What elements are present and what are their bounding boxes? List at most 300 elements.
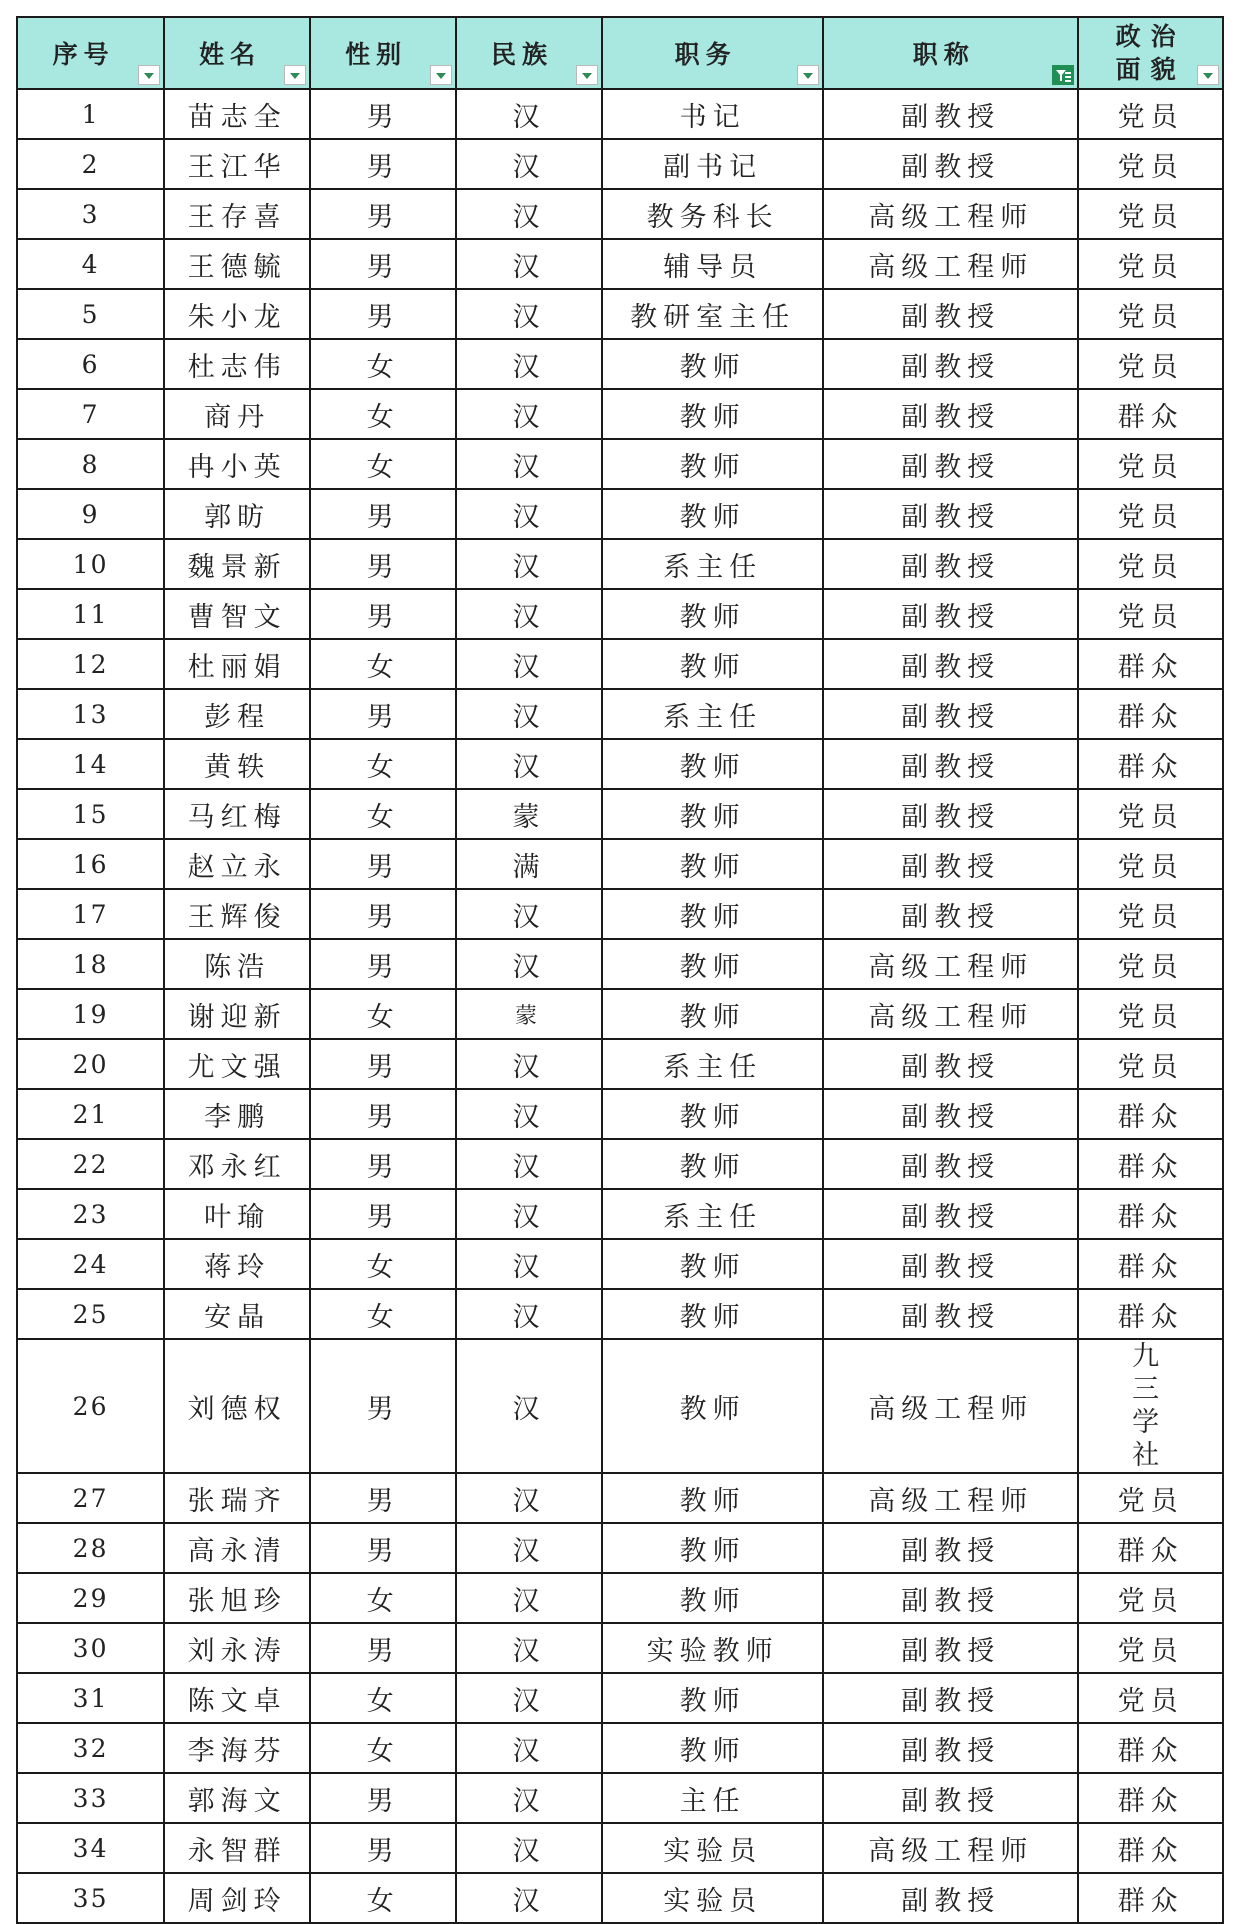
cell-position[interactable] bbox=[602, 1623, 823, 1673]
cell-position[interactable] bbox=[602, 1289, 823, 1339]
cell-ethnicity[interactable] bbox=[456, 1723, 602, 1773]
cell-position[interactable] bbox=[602, 289, 823, 339]
cell-title-text: 副教授 bbox=[901, 651, 1001, 683]
cell-ethnicity[interactable] bbox=[456, 1039, 602, 1089]
cell-position[interactable] bbox=[602, 1339, 823, 1473]
cell-ethnicity[interactable] bbox=[456, 1773, 602, 1823]
cell-name[interactable] bbox=[164, 489, 310, 539]
filter-dropdown-icon[interactable] bbox=[138, 65, 160, 85]
filter-dropdown-icon[interactable] bbox=[284, 65, 306, 85]
cell-political-status[interactable] bbox=[1078, 989, 1223, 1039]
cell-gender[interactable] bbox=[310, 139, 456, 189]
cell-name[interactable] bbox=[164, 989, 310, 1039]
cell-ethnicity[interactable] bbox=[456, 1873, 602, 1923]
cell-position[interactable] bbox=[602, 1523, 823, 1573]
cell-title[interactable] bbox=[823, 289, 1078, 339]
cell-index[interactable] bbox=[17, 939, 164, 989]
cell-index[interactable] bbox=[17, 1673, 164, 1723]
cell-name[interactable] bbox=[164, 639, 310, 689]
cell-gender[interactable] bbox=[310, 1773, 456, 1823]
cell-gender[interactable] bbox=[310, 1673, 456, 1723]
cell-index[interactable] bbox=[17, 1289, 164, 1339]
cell-gender-text: 男 bbox=[366, 601, 400, 633]
cell-position[interactable] bbox=[602, 439, 823, 489]
cell-ethnicity[interactable] bbox=[456, 139, 602, 189]
cell-position[interactable] bbox=[602, 1723, 823, 1773]
cell-index[interactable] bbox=[17, 339, 164, 389]
cell-ethnicity[interactable] bbox=[456, 1523, 602, 1573]
cell-ethnicity-text: 汉 bbox=[512, 951, 546, 983]
cell-gender[interactable] bbox=[310, 1339, 456, 1473]
cell-political-status[interactable] bbox=[1078, 1289, 1223, 1339]
cell-ethnicity-text: 汉 bbox=[512, 1393, 546, 1425]
cell-political-status[interactable] bbox=[1078, 1239, 1223, 1289]
cell-political-status[interactable] bbox=[1078, 389, 1223, 439]
cell-gender[interactable] bbox=[310, 689, 456, 739]
cell-index[interactable] bbox=[17, 1189, 164, 1239]
cell-political-status[interactable] bbox=[1078, 1473, 1223, 1523]
cell-gender[interactable] bbox=[310, 839, 456, 889]
cell-name[interactable] bbox=[164, 139, 310, 189]
cell-title[interactable] bbox=[823, 1473, 1078, 1523]
cell-index[interactable] bbox=[17, 1873, 164, 1923]
cell-position[interactable] bbox=[602, 1473, 823, 1523]
cell-political-status[interactable] bbox=[1078, 1773, 1223, 1823]
cell-index-text: 35 bbox=[72, 1883, 109, 1913]
filter-dropdown-icon[interactable] bbox=[1197, 65, 1219, 85]
cell-name[interactable] bbox=[164, 1473, 310, 1523]
cell-name[interactable] bbox=[164, 589, 310, 639]
cell-ethnicity[interactable] bbox=[456, 1289, 602, 1339]
cell-political-status[interactable] bbox=[1078, 539, 1223, 589]
cell-position[interactable] bbox=[602, 1823, 823, 1873]
cell-name[interactable] bbox=[164, 889, 310, 939]
cell-name[interactable] bbox=[164, 1673, 310, 1723]
cell-position[interactable] bbox=[602, 689, 823, 739]
cell-political-status-text: 党员 bbox=[1117, 951, 1184, 983]
cell-ethnicity[interactable] bbox=[456, 1823, 602, 1873]
cell-title[interactable] bbox=[823, 1573, 1078, 1623]
cell-political-status-text: 群众 bbox=[1117, 1201, 1184, 1233]
cell-ethnicity-text: 汉 bbox=[512, 301, 546, 333]
cell-ethnicity[interactable] bbox=[456, 289, 602, 339]
cell-position[interactable] bbox=[602, 1239, 823, 1289]
cell-name[interactable] bbox=[164, 389, 310, 439]
cell-title[interactable] bbox=[823, 739, 1078, 789]
cell-index[interactable] bbox=[17, 239, 164, 289]
cell-position[interactable] bbox=[602, 89, 823, 139]
cell-political-status[interactable] bbox=[1078, 1523, 1223, 1573]
cell-index[interactable] bbox=[17, 1523, 164, 1573]
cell-gender[interactable] bbox=[310, 1523, 456, 1573]
cell-position[interactable] bbox=[602, 789, 823, 839]
cell-political-status-text: 群众 bbox=[1117, 1151, 1184, 1183]
cell-ethnicity[interactable] bbox=[456, 889, 602, 939]
cell-position[interactable] bbox=[602, 1139, 823, 1189]
cell-title[interactable] bbox=[823, 489, 1078, 539]
cell-index[interactable] bbox=[17, 1089, 164, 1139]
cell-ethnicity-text: 汉 bbox=[512, 1585, 546, 1617]
cell-position-text: 教师 bbox=[679, 1735, 746, 1767]
cell-gender-text: 男 bbox=[366, 551, 400, 583]
cell-political-status[interactable] bbox=[1078, 339, 1223, 389]
cell-gender-text: 男 bbox=[366, 1101, 400, 1133]
cell-title[interactable] bbox=[823, 1723, 1078, 1773]
cell-gender[interactable] bbox=[310, 989, 456, 1039]
cell-title[interactable] bbox=[823, 989, 1078, 1039]
cell-name-text: 曹智文 bbox=[187, 601, 287, 633]
cell-position[interactable] bbox=[602, 189, 823, 239]
cell-ethnicity[interactable] bbox=[456, 989, 602, 1039]
cell-name[interactable] bbox=[164, 839, 310, 889]
cell-index[interactable] bbox=[17, 1723, 164, 1773]
cell-ethnicity[interactable] bbox=[456, 1189, 602, 1239]
cell-title[interactable] bbox=[823, 789, 1078, 839]
cell-title[interactable] bbox=[823, 1823, 1078, 1873]
cell-gender[interactable] bbox=[310, 289, 456, 339]
cell-title[interactable] bbox=[823, 339, 1078, 389]
cell-political-status[interactable] bbox=[1078, 639, 1223, 689]
cell-ethnicity-text: 蒙 bbox=[515, 1003, 544, 1029]
cell-name-text: 安晶 bbox=[204, 1301, 271, 1333]
cell-gender[interactable] bbox=[310, 1873, 456, 1923]
cell-title[interactable] bbox=[823, 1239, 1078, 1289]
cell-name[interactable] bbox=[164, 1623, 310, 1673]
cell-title[interactable] bbox=[823, 1673, 1078, 1723]
cell-position[interactable] bbox=[602, 989, 823, 1039]
cell-ethnicity-text: 汉 bbox=[512, 651, 546, 683]
cell-name[interactable] bbox=[164, 1289, 310, 1339]
cell-political-status-text: 群众 bbox=[1117, 1735, 1184, 1767]
cell-index-text: 23 bbox=[72, 1199, 109, 1229]
cell-title[interactable] bbox=[823, 539, 1078, 589]
cell-gender[interactable] bbox=[310, 739, 456, 789]
cell-gender-text: 男 bbox=[366, 1485, 400, 1517]
cell-political-status[interactable] bbox=[1078, 1573, 1223, 1623]
cell-position[interactable] bbox=[602, 489, 823, 539]
cell-name-text: 陈文卓 bbox=[187, 1685, 287, 1717]
cell-ethnicity[interactable] bbox=[456, 1673, 602, 1723]
table-row bbox=[17, 1139, 1223, 1189]
cell-gender[interactable] bbox=[310, 939, 456, 989]
cell-gender-text: 女 bbox=[366, 651, 400, 683]
cell-name[interactable] bbox=[164, 1723, 310, 1773]
cell-title[interactable] bbox=[823, 1289, 1078, 1339]
cell-position[interactable] bbox=[602, 1873, 823, 1923]
cell-political-status[interactable] bbox=[1078, 289, 1223, 339]
cell-gender[interactable] bbox=[310, 1039, 456, 1089]
cell-gender[interactable] bbox=[310, 639, 456, 689]
cell-name[interactable] bbox=[164, 239, 310, 289]
cell-index[interactable] bbox=[17, 789, 164, 839]
cell-position-text: 系主任 bbox=[663, 1201, 763, 1233]
cell-title[interactable] bbox=[823, 639, 1078, 689]
cell-position[interactable] bbox=[602, 539, 823, 589]
cell-name[interactable] bbox=[164, 1139, 310, 1189]
cell-index[interactable] bbox=[17, 139, 164, 189]
cell-political-status[interactable] bbox=[1078, 839, 1223, 889]
cell-index[interactable] bbox=[17, 189, 164, 239]
cell-political-status[interactable] bbox=[1078, 189, 1223, 239]
cell-index[interactable] bbox=[17, 1773, 164, 1823]
cell-index[interactable] bbox=[17, 489, 164, 539]
cell-title[interactable] bbox=[823, 839, 1078, 889]
cell-title[interactable] bbox=[823, 189, 1078, 239]
cell-gender-text: 男 bbox=[366, 501, 400, 533]
cell-title[interactable] bbox=[823, 889, 1078, 939]
cell-ethnicity[interactable] bbox=[456, 1339, 602, 1473]
cell-ethnicity[interactable] bbox=[456, 639, 602, 689]
cell-gender[interactable] bbox=[310, 1289, 456, 1339]
cell-index[interactable] bbox=[17, 1823, 164, 1873]
cell-title[interactable] bbox=[823, 389, 1078, 439]
cell-ethnicity[interactable] bbox=[456, 1239, 602, 1289]
cell-ethnicity[interactable] bbox=[456, 539, 602, 589]
cell-position[interactable] bbox=[602, 839, 823, 889]
cell-gender[interactable] bbox=[310, 539, 456, 589]
cell-index[interactable] bbox=[17, 389, 164, 439]
cell-name[interactable] bbox=[164, 89, 310, 139]
cell-gender[interactable] bbox=[310, 339, 456, 389]
cell-name[interactable] bbox=[164, 1339, 310, 1473]
cell-gender[interactable] bbox=[310, 239, 456, 289]
cell-political-status[interactable] bbox=[1078, 1089, 1223, 1139]
cell-title[interactable] bbox=[823, 689, 1078, 739]
cell-ethnicity-text: 蒙 bbox=[512, 801, 546, 833]
cell-position[interactable] bbox=[602, 939, 823, 989]
cell-name[interactable] bbox=[164, 189, 310, 239]
cell-position[interactable] bbox=[602, 639, 823, 689]
cell-title[interactable] bbox=[823, 1523, 1078, 1573]
cell-ethnicity[interactable] bbox=[456, 939, 602, 989]
table-row bbox=[17, 839, 1223, 889]
cell-name[interactable] bbox=[164, 539, 310, 589]
cell-name[interactable] bbox=[164, 1873, 310, 1923]
cell-position-text: 教师 bbox=[679, 1585, 746, 1617]
cell-position-text: 教师 bbox=[679, 951, 746, 983]
cell-position[interactable] bbox=[602, 1773, 823, 1823]
cell-position[interactable] bbox=[602, 1673, 823, 1723]
cell-gender[interactable] bbox=[310, 1473, 456, 1523]
cell-position[interactable] bbox=[602, 239, 823, 289]
cell-political-status[interactable] bbox=[1078, 489, 1223, 539]
cell-index[interactable] bbox=[17, 1473, 164, 1523]
cell-position[interactable] bbox=[602, 339, 823, 389]
cell-position[interactable] bbox=[602, 1039, 823, 1089]
cell-political-status[interactable] bbox=[1078, 939, 1223, 989]
cell-title[interactable] bbox=[823, 89, 1078, 139]
cell-title[interactable] bbox=[823, 1339, 1078, 1473]
header-position-label: 职务 bbox=[674, 40, 737, 69]
cell-name[interactable] bbox=[164, 739, 310, 789]
cell-ethnicity[interactable] bbox=[456, 789, 602, 839]
cell-index[interactable] bbox=[17, 1139, 164, 1189]
cell-political-status[interactable] bbox=[1078, 1823, 1223, 1873]
cell-index[interactable] bbox=[17, 639, 164, 689]
cell-title[interactable] bbox=[823, 439, 1078, 489]
header-position bbox=[602, 17, 823, 89]
filter-dropdown-icon[interactable] bbox=[430, 65, 452, 85]
cell-name[interactable] bbox=[164, 339, 310, 389]
cell-index[interactable] bbox=[17, 439, 164, 489]
cell-name[interactable] bbox=[164, 439, 310, 489]
cell-political-status[interactable] bbox=[1078, 889, 1223, 939]
cell-political-status-text: 群众 bbox=[1117, 1885, 1184, 1917]
cell-index[interactable] bbox=[17, 689, 164, 739]
cell-name[interactable] bbox=[164, 1823, 310, 1873]
cell-index[interactable] bbox=[17, 889, 164, 939]
cell-ethnicity[interactable] bbox=[456, 1573, 602, 1623]
cell-name-text: 刘永涛 bbox=[187, 1635, 287, 1667]
cell-index[interactable] bbox=[17, 1573, 164, 1623]
cell-political-status[interactable] bbox=[1078, 789, 1223, 839]
filter-dropdown-icon[interactable] bbox=[576, 65, 598, 85]
cell-index[interactable] bbox=[17, 589, 164, 639]
table-row bbox=[17, 339, 1223, 389]
cell-index[interactable] bbox=[17, 89, 164, 139]
cell-index[interactable] bbox=[17, 839, 164, 889]
cell-gender[interactable] bbox=[310, 1189, 456, 1239]
cell-name-text: 张旭珍 bbox=[187, 1585, 287, 1617]
cell-title[interactable] bbox=[823, 1189, 1078, 1239]
cell-gender[interactable] bbox=[310, 589, 456, 639]
cell-title[interactable] bbox=[823, 1873, 1078, 1923]
cell-ethnicity[interactable] bbox=[456, 589, 602, 639]
cell-index[interactable] bbox=[17, 1039, 164, 1089]
cell-ethnicity[interactable] bbox=[456, 839, 602, 889]
cell-gender[interactable] bbox=[310, 789, 456, 839]
cell-position[interactable] bbox=[602, 1089, 823, 1139]
cell-index[interactable] bbox=[17, 1339, 164, 1473]
cell-position[interactable] bbox=[602, 1573, 823, 1623]
cell-political-status[interactable] bbox=[1078, 689, 1223, 739]
cell-title[interactable] bbox=[823, 1623, 1078, 1673]
cell-ethnicity[interactable] bbox=[456, 1623, 602, 1673]
cell-ethnicity[interactable] bbox=[456, 689, 602, 739]
cell-title[interactable] bbox=[823, 1139, 1078, 1189]
cell-gender[interactable] bbox=[310, 89, 456, 139]
cell-ethnicity[interactable] bbox=[456, 739, 602, 789]
cell-name[interactable] bbox=[164, 789, 310, 839]
cell-name[interactable] bbox=[164, 1573, 310, 1623]
cell-name[interactable] bbox=[164, 939, 310, 989]
cell-gender[interactable] bbox=[310, 489, 456, 539]
cell-index-text: 11 bbox=[72, 599, 109, 629]
filter-active-icon[interactable] bbox=[1052, 65, 1074, 85]
cell-gender[interactable] bbox=[310, 1723, 456, 1773]
cell-name[interactable] bbox=[164, 1039, 310, 1089]
cell-political-status[interactable] bbox=[1078, 1039, 1223, 1089]
cell-index[interactable] bbox=[17, 289, 164, 339]
cell-ethnicity[interactable] bbox=[456, 489, 602, 539]
cell-gender[interactable] bbox=[310, 889, 456, 939]
cell-name[interactable] bbox=[164, 289, 310, 339]
cell-position[interactable] bbox=[602, 1189, 823, 1239]
cell-title[interactable] bbox=[823, 1773, 1078, 1823]
cell-political-status[interactable] bbox=[1078, 1339, 1223, 1473]
cell-position[interactable] bbox=[602, 889, 823, 939]
cell-ethnicity-text: 汉 bbox=[512, 601, 546, 633]
cell-gender[interactable] bbox=[310, 1089, 456, 1139]
cell-title-text: 副教授 bbox=[901, 901, 1001, 933]
cell-ethnicity[interactable] bbox=[456, 1473, 602, 1523]
cell-title-text: 副教授 bbox=[901, 451, 1001, 483]
cell-title[interactable] bbox=[823, 239, 1078, 289]
cell-ethnicity[interactable] bbox=[456, 339, 602, 389]
cell-political-status[interactable] bbox=[1078, 739, 1223, 789]
cell-name-text: 彭程 bbox=[204, 701, 271, 733]
cell-name[interactable] bbox=[164, 1089, 310, 1139]
cell-index[interactable] bbox=[17, 989, 164, 1039]
cell-position[interactable] bbox=[602, 389, 823, 439]
cell-index-text: 30 bbox=[72, 1633, 109, 1663]
cell-gender[interactable] bbox=[310, 189, 456, 239]
cell-political-status[interactable] bbox=[1078, 1873, 1223, 1923]
cell-position[interactable] bbox=[602, 739, 823, 789]
cell-gender[interactable] bbox=[310, 1239, 456, 1289]
cell-index[interactable] bbox=[17, 539, 164, 589]
cell-political-status[interactable] bbox=[1078, 1623, 1223, 1673]
cell-gender[interactable] bbox=[310, 1139, 456, 1189]
cell-political-status[interactable] bbox=[1078, 89, 1223, 139]
cell-title[interactable] bbox=[823, 589, 1078, 639]
filter-dropdown-icon[interactable] bbox=[797, 65, 819, 85]
cell-ethnicity[interactable] bbox=[456, 89, 602, 139]
cell-gender[interactable] bbox=[310, 1623, 456, 1673]
cell-political-status[interactable] bbox=[1078, 1673, 1223, 1723]
cell-ethnicity-text: 汉 bbox=[512, 1151, 546, 1183]
cell-gender[interactable] bbox=[310, 389, 456, 439]
cell-gender[interactable] bbox=[310, 439, 456, 489]
cell-title[interactable] bbox=[823, 1089, 1078, 1139]
cell-political-status[interactable] bbox=[1078, 1723, 1223, 1773]
cell-ethnicity[interactable] bbox=[456, 1089, 602, 1139]
cell-index[interactable] bbox=[17, 739, 164, 789]
cell-position[interactable] bbox=[602, 589, 823, 639]
cell-political-status[interactable] bbox=[1078, 589, 1223, 639]
cell-name[interactable] bbox=[164, 1523, 310, 1573]
cell-ethnicity[interactable] bbox=[456, 239, 602, 289]
cell-name[interactable] bbox=[164, 1239, 310, 1289]
cell-title-text: 副教授 bbox=[901, 151, 1001, 183]
cell-title[interactable] bbox=[823, 139, 1078, 189]
cell-ethnicity[interactable] bbox=[456, 1139, 602, 1189]
cell-political-status[interactable] bbox=[1078, 1139, 1223, 1189]
cell-gender[interactable] bbox=[310, 1823, 456, 1873]
cell-index[interactable] bbox=[17, 1623, 164, 1673]
cell-ethnicity[interactable] bbox=[456, 189, 602, 239]
cell-title[interactable] bbox=[823, 1039, 1078, 1089]
cell-title[interactable] bbox=[823, 939, 1078, 989]
cell-political-status[interactable] bbox=[1078, 239, 1223, 289]
cell-political-status[interactable] bbox=[1078, 1189, 1223, 1239]
cell-political-status[interactable] bbox=[1078, 439, 1223, 489]
cell-ethnicity-text: 汉 bbox=[512, 351, 546, 383]
cell-name[interactable] bbox=[164, 1773, 310, 1823]
cell-index-text: 32 bbox=[72, 1733, 109, 1763]
cell-political-status[interactable] bbox=[1078, 139, 1223, 189]
cell-index[interactable] bbox=[17, 1239, 164, 1289]
cell-position[interactable] bbox=[602, 139, 823, 189]
cell-name[interactable] bbox=[164, 1189, 310, 1239]
cell-name[interactable] bbox=[164, 689, 310, 739]
cell-gender[interactable] bbox=[310, 1573, 456, 1623]
cell-index-text: 19 bbox=[72, 999, 109, 1029]
table-row bbox=[17, 639, 1223, 689]
cell-gender-text: 男 bbox=[366, 1785, 400, 1817]
cell-ethnicity[interactable] bbox=[456, 389, 602, 439]
cell-ethnicity[interactable] bbox=[456, 439, 602, 489]
